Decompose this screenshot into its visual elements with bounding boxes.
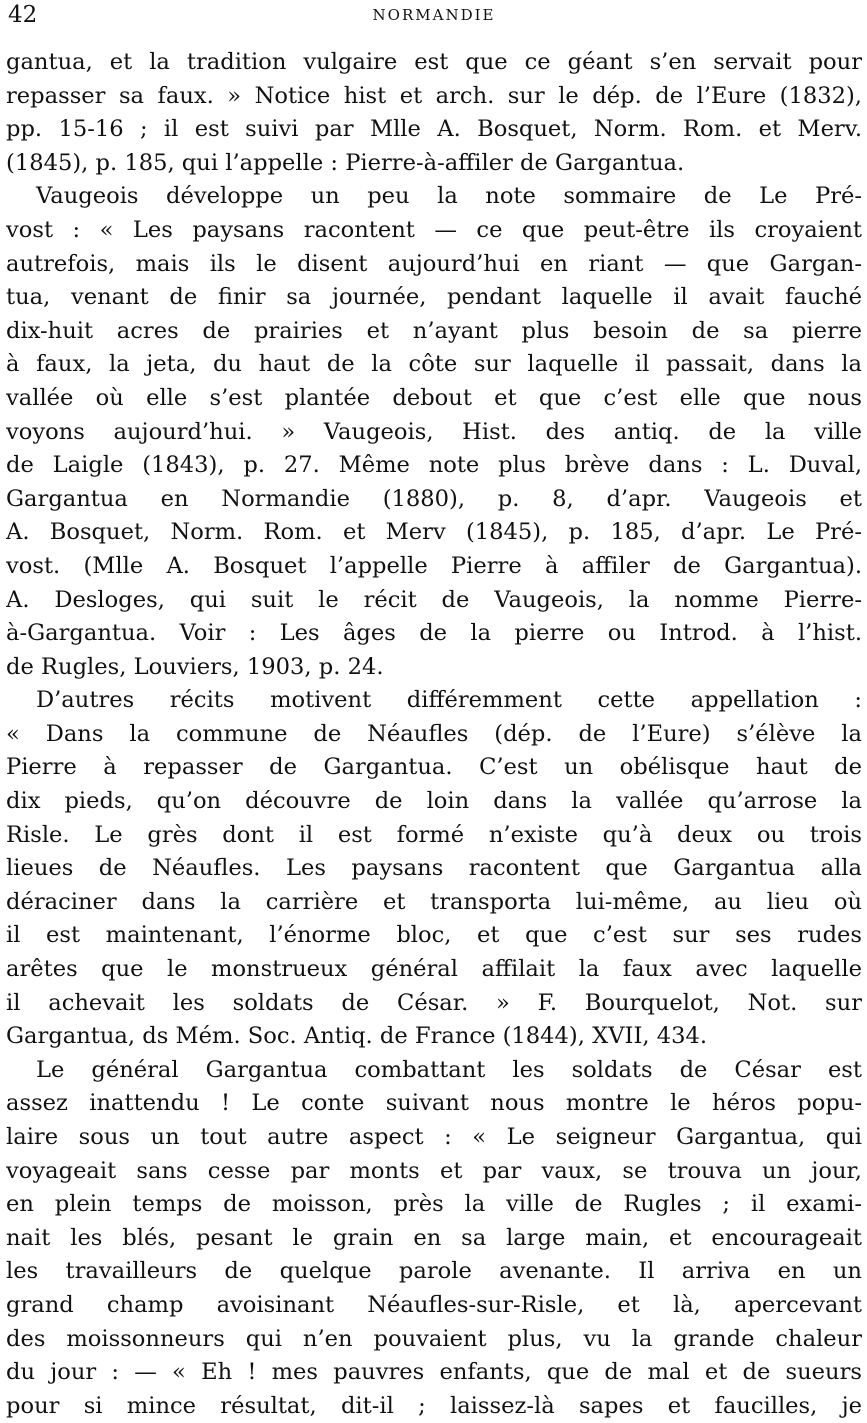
text-line: il est maintenant, l’énorme bloc, et que c’est sur ses rudes [6, 922, 862, 949]
text-line: « Dans la commune de Néaufles (dép. de l’Eure) s’élève la [6, 720, 862, 747]
text-line: il achevait les soldats de César. » F. Bourquelot, Not. sur [6, 989, 862, 1016]
text-line: à faux, la jeta, du haut de la côte sur laquelle il passait, dans la [6, 351, 862, 378]
text-line: grand champ avoisinant Néaufles-sur-Risle, et là, apercevant [6, 1291, 862, 1318]
text-line: A. Bosquet, Norm. Rom. et Merv (1845), p. 185, d’apr. Le Pré- [6, 519, 862, 546]
text-line: Gargantua en Normandie (1880), p. 8, d’apr. Vaugeois et [6, 485, 862, 512]
running-title: NORMANDIE [372, 6, 496, 24]
text-line: vallée où elle s’est plantée debout et que c’est elle que nous [6, 384, 862, 411]
text-line: Pierre à repasser de Gargantua. C’est un obélisque haut de [6, 754, 862, 781]
text-line: gantua, et la tradition vulgaire est que ce géant s’en servait pour [6, 49, 862, 75]
text-line: repasser sa faux. » Notice hist et arch. sur le dép. de l’Eure (1832), [6, 82, 862, 109]
text-line: Le général Gargantua combattant les soldats de César est [36, 1056, 862, 1083]
text-line: Risle. Le grès dont il est formé n’existe qu’à deux ou trois [6, 821, 862, 848]
text-line: (1845), p. 185, qui l’appelle : Pierre-à-affiler de Gargantua. [6, 149, 685, 176]
text-line: lieues de Néaufles. Les paysans racontent que Gargantua alla [6, 855, 862, 882]
text-line: nait les blés, pesant le grain en sa large main, et encourageait [6, 1224, 862, 1251]
text-line: pp. 15-16 ; il est suivi par Mlle A. Bosquet, Norm. Rom. et Merv. [6, 116, 862, 143]
text-line: des moissonneurs qui n’en pouvaient plus, vu la grande chaleur [6, 1325, 862, 1352]
text-line: de Laigle (1843), p. 27. Même note plus brève dans : L. Duval, [6, 452, 862, 479]
text-line: de Rugles, Louviers, 1903, p. 24. [6, 653, 384, 680]
text-line: tua, venant de finir sa journée, pendant laquelle il avait fauché [6, 284, 862, 311]
text-line: voyons aujourd’hui. » Vaugeois, Hist. des antiq. de la ville [6, 418, 862, 445]
text-line: vost : « Les paysans racontent — ce que peut-être ils croyaient [6, 216, 862, 243]
text-line: dix pieds, qu’on découvre de loin dans la vallée qu’arrose la [6, 788, 862, 815]
text-line: arêtes que le monstrueux général affilait la faux avec laquelle [6, 956, 862, 983]
text-line: à-Gargantua. Voir : Les âges de la pierre ou Introd. à l’hist. [6, 620, 862, 647]
page-number: 42 [8, 2, 38, 28]
text-line: A. Desloges, qui suit le récit de Vaugeois, la nomme Pierre- [6, 586, 862, 613]
text-line: D’autres récits motivent différemment cette appellation : [36, 687, 862, 714]
text-line: déraciner dans la carrière et transporta lui-même, au lieu où [6, 888, 862, 915]
body-text [6, 46, 862, 1423]
text-line: laire sous un tout autre aspect : « Le seigneur Gargantua, qui [6, 1124, 862, 1150]
text-line: assez inattendu ! Le conte suivant nous montre le héros popu- [6, 1090, 862, 1117]
text-line: Vaugeois développe un peu la note sommaire de Le Pré- [36, 183, 862, 210]
text-line: vost. (Mlle A. Bosquet l’appelle Pierre à affiler de Gargantua). [6, 552, 862, 579]
text-line: les travailleurs de quelque parole avenante. Il arriva en un [6, 1258, 862, 1285]
text-line: voyageait sans cesse par monts et par vaux, se trouva un jour, [6, 1157, 862, 1184]
text-line: en plein temps de moisson, près la ville de Rugles ; il exami- [6, 1191, 862, 1218]
text-line: du jour : — « Eh ! mes pauvres enfants, que de mal et de sueurs [6, 1359, 862, 1386]
text-line: Gargantua, ds Mém. Soc. Antiq. de France (1844), XVII, 434. [6, 1023, 708, 1050]
text-line: pour si mince résultat, dit-il ; laissez-là sapes et faucilles, je [6, 1392, 862, 1419]
text-line: dix-huit acres de prairies et n’ayant plus besoin de sa pierre [6, 317, 862, 344]
page-header [6, 0, 862, 32]
text-line: autrefois, mais ils le disent aujourd’hui en riant — que Gargan- [6, 250, 862, 277]
